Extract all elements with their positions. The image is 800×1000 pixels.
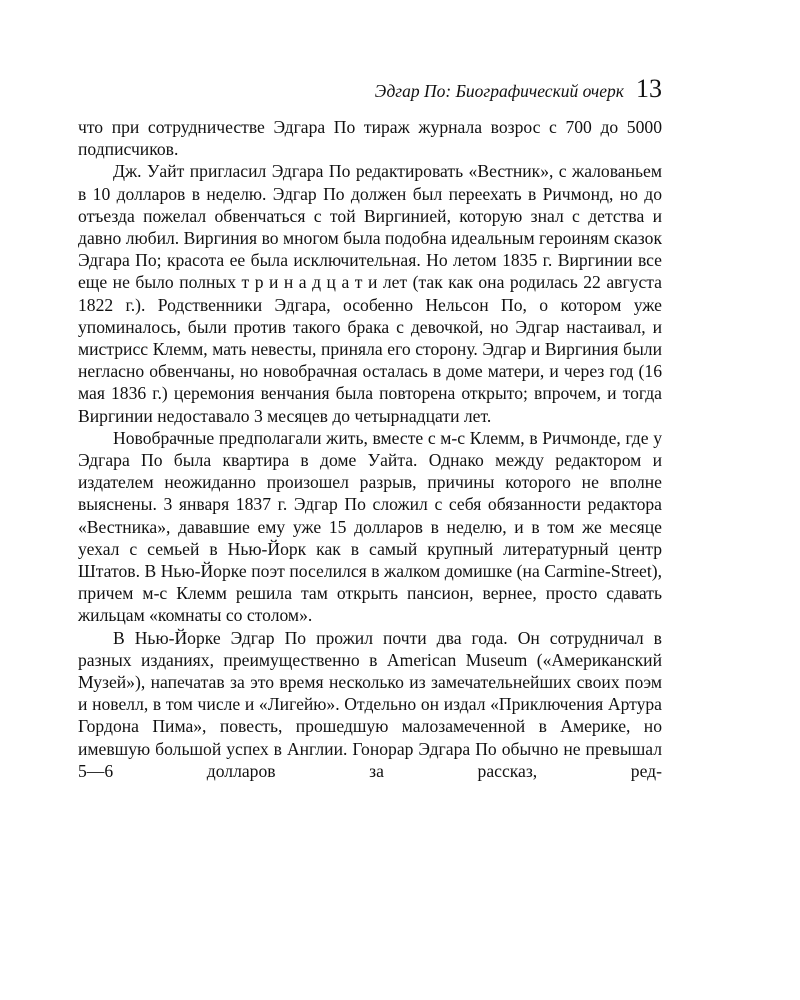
paragraph-continued: что при сотрудничестве Эдгара По тираж журнала возрос с 700 до 5000 подписчиков. bbox=[78, 117, 662, 160]
page-number: 13 bbox=[636, 74, 662, 103]
body-text bbox=[78, 116, 662, 782]
running-title: Эдгар По: Биографический очерк bbox=[374, 81, 624, 101]
paragraph-white-invitation: Дж. Уайт пригласил Эдгара По редактировать «Вестник», с жалованьем в 10 долларов в неделю. Эдгар По должен был переехать в Ричмонд, но до отъезда пожелал обвенчаться с той Виргинией, которую знал с детства и давно любил. Виргиния во многом была подобна идеальным героиням сказок Эдгара По; красота ее была исключительная. Но летом 1835 г. Виргинии все еще не было полных т р и н а д ц а т и лет (так как она родилась 22 августа 1822 г.). Родственники Эдгара, особенно Нельсон По, о котором уже упоминалось, были против такого брака с девочкой, но Эдгар настаивал, и мистрисс Клемм, мать невесты, приняла его сторону. Эдгар и Виргиния были негласно обвенчаны, но новобрачная осталась в доме матери, и через год (16 мая 1836 г.) церемония венчания была повторена открыто; впрочем, и тогда Виргинии недоставало 3 месяцев до четырнадцати лет. bbox=[78, 161, 662, 426]
running-head bbox=[78, 74, 662, 108]
paragraph-new-york-years: В Нью-Йорке Эдгар По прожил почти два года. Он сотрудничал в разных изданиях, преимущественно в American Museum («Американский Музей»), напечатав за это время несколько из замечательнейших своих поэм и новелл, в том числе и «Лигейю». Отдельно он издал «Приключения Артура Гордона Пима», повесть, прошедшую малозамеченной в Америке, но имевшую большой успех в Англии. Гонорар Эдгара По обычно не превышал 5—6 долларов за рассказ, ред- bbox=[78, 627, 662, 781]
paragraph-move-new-york: Новобрачные предполагали жить, вместе с м-с Клемм, в Ричмонде, где у Эдгара По была квартира в доме Уайта. Однако между редактором и издателем неожиданно произошел разрыв, причины которого не вполне выяснены. 3 января 1837 г. Эдгар По сложил с себя обязанности редактора «Вестника», дававшие ему уже 15 долларов в неделю, и в том же месяце уехал с семьей в Нью-Йорк как в самый крупный литературный центр Штатов. В Нью-Йорке поэт поселился в жалком домишке (на Carmine-Street), причем м-с Клемм решила там открыть пансион, вернее, просто сдавать жильцам «комнаты со столом». bbox=[78, 427, 662, 626]
